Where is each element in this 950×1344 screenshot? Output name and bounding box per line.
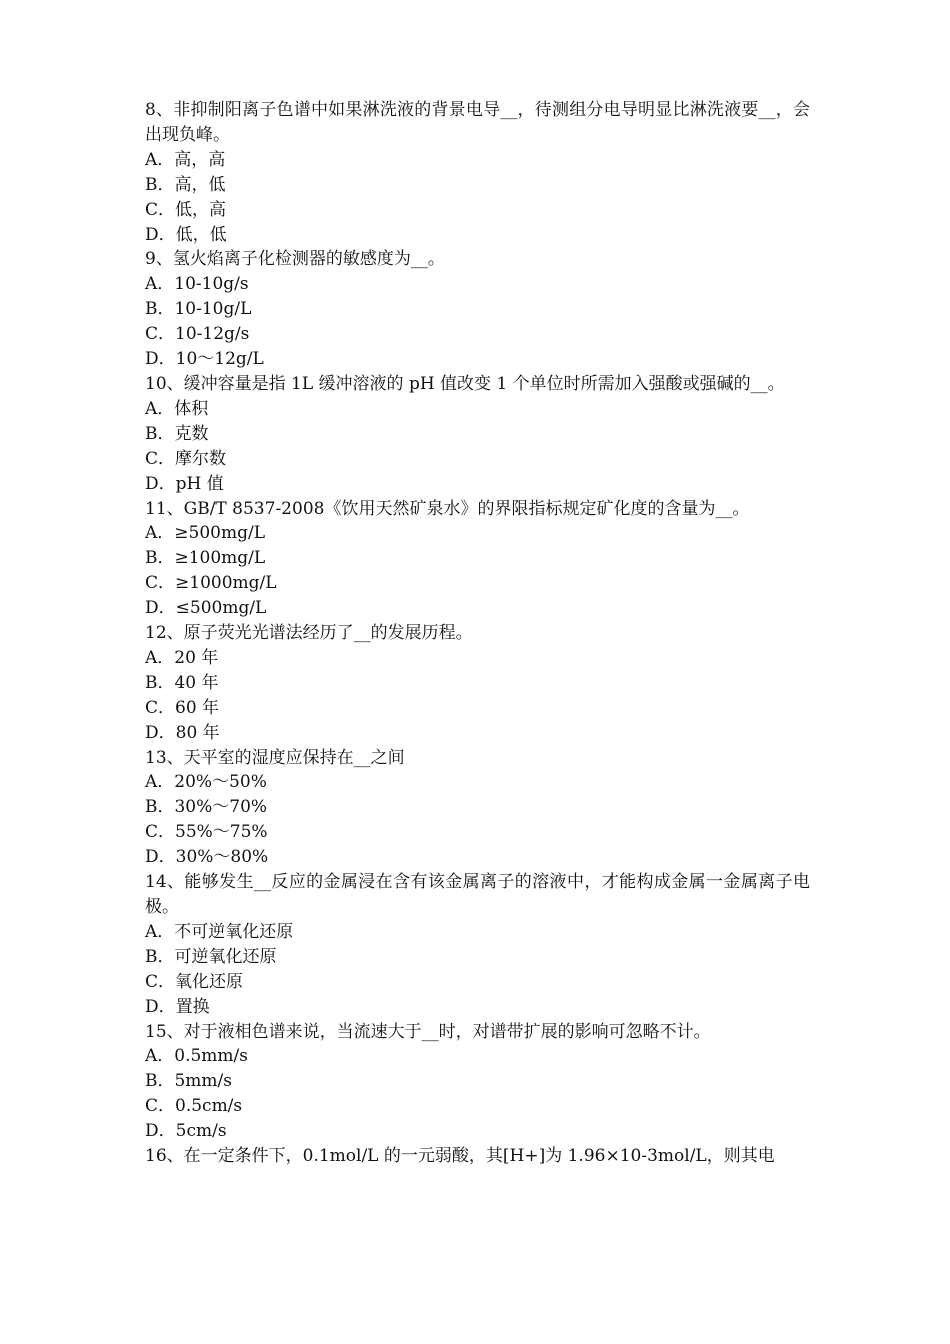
question-stem: 10、缓冲容量是指 1L 缓冲溶液的 pH 值改变 1 个单位时所需加入强酸或强碱的__。	[145, 373, 785, 394]
question-stem: 14、能够发生__反应的金属浸在含有该金属离子的溶液中，才能构成金属一金属离子电极。	[145, 872, 810, 917]
question-14	[145, 870, 810, 1019]
answer-option: C．0.5cm/s	[145, 1096, 243, 1117]
answer-option: D．低，低	[145, 224, 227, 245]
question-16	[145, 1144, 810, 1169]
answer-option: C．10-12g/s	[145, 324, 250, 345]
question-13	[145, 746, 810, 871]
answer-option: D．10～12g/L	[145, 349, 264, 370]
answer-option: A．不可逆氧化还原	[145, 921, 294, 942]
answer-option: C．低，高	[145, 199, 227, 220]
answer-option: D．≤500mg/L	[145, 598, 267, 619]
answer-option: C．55%～75%	[145, 822, 268, 843]
question-list	[145, 98, 810, 1169]
question-15	[145, 1020, 810, 1145]
question-9	[145, 247, 810, 372]
answer-option: D．5cm/s	[145, 1121, 227, 1142]
answer-option: C．≥1000mg/L	[145, 573, 277, 594]
question-stem: 15、对于液相色谱来说，当流速大于__时，对谱带扩展的影响可忽略不计。	[145, 1021, 711, 1042]
answer-option: B．5mm/s	[145, 1071, 233, 1092]
answer-option: A．20 年	[145, 647, 219, 668]
question-stem: 11、GB/T 8537-2008《饮用天然矿泉水》的界限指标规定矿化度的含量为__。	[145, 498, 750, 519]
answer-option: D．pH 值	[145, 473, 224, 494]
answer-option: B．高，低	[145, 174, 226, 195]
answer-option: C．摩尔数	[145, 448, 227, 469]
answer-option: A．20%～50%	[145, 772, 267, 793]
answer-option: C．60 年	[145, 697, 220, 718]
question-stem: 12、原子荧光光谱法经历了__的发展历程。	[145, 623, 473, 644]
question-stem: 9、氢火焰离子化检测器的敏感度为__。	[145, 249, 445, 270]
question-12	[145, 621, 810, 746]
question-8	[145, 98, 810, 247]
answer-option: B．10-10g/L	[145, 299, 252, 320]
answer-option: B．可逆氧化还原	[145, 946, 277, 967]
question-stem: 8、非抑制阳离子色谱中如果淋洗液的背景电导__，待测组分电导明显比淋洗液要__，会出现负峰。	[145, 100, 810, 145]
answer-option: B．30%～70%	[145, 797, 268, 818]
answer-option: D．置换	[145, 996, 210, 1017]
answer-option: A．≥500mg/L	[145, 523, 265, 544]
answer-option: A．10-10g/s	[145, 274, 249, 295]
answer-option: A．高，高	[145, 149, 226, 170]
answer-option: D．30%～80%	[145, 847, 269, 868]
answer-option: A．体积	[145, 398, 209, 419]
answer-option: A．0.5mm/s	[145, 1046, 249, 1067]
answer-option: B．≥100mg/L	[145, 548, 266, 569]
answer-option: B．40 年	[145, 672, 219, 693]
answer-option: D．80 年	[145, 722, 220, 743]
answer-option: C．氧化还原	[145, 971, 244, 992]
answer-option: B．克数	[145, 423, 209, 444]
question-stem: 13、天平室的湿度应保持在__之间	[145, 747, 405, 768]
question-stem: 16、在一定条件下，0.1mol/L 的一元弱酸，其[H+]为 1.96×10-3mol/L，则其电	[145, 1146, 775, 1167]
question-11	[145, 497, 810, 622]
question-10	[145, 372, 810, 497]
